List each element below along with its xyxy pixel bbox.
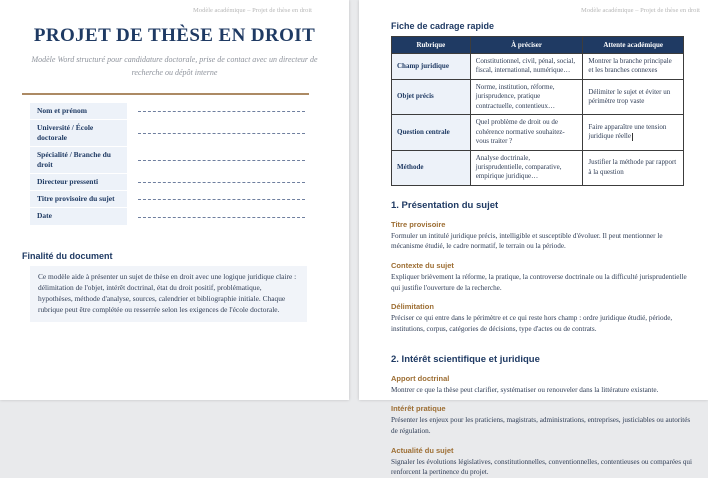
table-row: [392, 79, 684, 114]
column-header-a-preciser: À préciser: [470, 37, 583, 54]
table-cell-a-preciser: Norme, institution, réforme, jurisprudence, pratique contractuelle, contentieux…: [470, 79, 583, 114]
body-paragraph: Signaler les évolutions législatives, constitutionnelles, conventionnelles, contentieuses ou comparées qui renforcent la pertinence du projet.: [391, 457, 693, 477]
sub-heading: Contexte du sujet: [391, 261, 454, 271]
table-cell-attente: Montrer la branche principale et les branches connexes: [583, 54, 684, 80]
table-cell-attente[interactable]: [583, 115, 684, 150]
fill-in-line: [138, 111, 305, 112]
table-row: [392, 150, 684, 185]
section-presentation: [391, 200, 693, 335]
sub-heading: Délimitation: [391, 302, 434, 312]
form-field-label: Université / École doctorale: [30, 120, 127, 146]
form-field-input[interactable]: [138, 191, 305, 207]
document-title: PROJET DE THÈSE EN DROIT: [33, 25, 316, 46]
table-cell-attente: Délimiter le sujet et éviter un périmètre trop vaste: [583, 79, 684, 114]
form-field-label: Directeur pressenti: [30, 174, 127, 190]
finalite-note-box: Ce modèle aide à présenter un sujet de thèse en droit avec une logique juridique claire : délimitation de l'objet, intérêt doctrinal, état du droit positif, problématique, hypothèses, méthode d'analyse, sources, calendrier et bibliographie initiale. Chaque rubrique peut être complétée ou resserrée selon les exigences de l'école doctorale.: [30, 266, 307, 322]
sub-heading: Titre provisoire: [391, 219, 446, 229]
column-header-rubrique: Rubrique: [392, 37, 471, 54]
table-cell-a-preciser: Constitutionnel, civil, pénal, social, fiscal, international, numérique…: [470, 54, 583, 80]
section-heading: 1. Présentation du sujet: [391, 199, 499, 211]
form-field-label: Titre provisoire du sujet: [30, 191, 127, 207]
form-row: [30, 174, 305, 190]
form-row: [30, 103, 305, 119]
fill-in-line: [138, 160, 305, 161]
table-cell-attente: Justifier la méthode par rapport à la question: [583, 150, 684, 185]
table-cell-a-preciser: Analyse doctrinale, jurisprudentielle, comparative, empirique juridique…: [470, 150, 583, 185]
fill-in-line: [138, 217, 305, 218]
table-header-row: [392, 37, 684, 54]
document-page-2: [359, 0, 708, 477]
form-field-label: Date: [30, 208, 127, 224]
body-paragraph: Présenter les enjeux pour les praticiens, magistrats, administrations, entreprises, justiciables ou autorités de régulation.: [391, 416, 691, 436]
form-field-label: Nom et prénom: [30, 103, 127, 119]
table-row: [392, 54, 684, 80]
document-page-1: [0, 0, 349, 400]
finalite-heading: Finalité du document: [22, 250, 113, 261]
fill-in-line: [138, 182, 305, 183]
form-field-input[interactable]: [138, 208, 305, 224]
page-2-content: [391, 0, 693, 478]
body-paragraph: Expliquer brièvement la réforme, la pratique, la controverse doctrinale ou la difficulté jurisprudentielle qui justifie l'ouverture de la recherche.: [391, 273, 687, 292]
table-cell-rubrique: Méthode: [392, 150, 471, 185]
form-row: [30, 191, 305, 207]
sub-heading: Intérêt pratique: [391, 404, 446, 414]
section-heading: 2. Intérêt scientifique et juridique: [391, 353, 540, 365]
form-row: [30, 147, 305, 173]
column-header-attente: Attente académique: [583, 37, 684, 54]
text-cursor: [632, 133, 633, 141]
sub-heading: Apport doctrinal: [391, 373, 450, 383]
cadrage-table: [391, 36, 684, 186]
identity-form: [30, 103, 305, 225]
form-field-input[interactable]: [138, 103, 305, 119]
form-field-label: Spécialité / Branche du droit: [30, 147, 127, 173]
form-field-input[interactable]: [138, 120, 305, 146]
body-paragraph: Formuler un intitulé juridique précis, intelligible et susceptible d'évoluer. Il peut mentionner le mécanisme étudié, le cadre normatif, le terrain ou la période.: [391, 231, 663, 251]
horizontal-rule: [22, 93, 309, 95]
table-row: [392, 115, 684, 150]
form-field-input[interactable]: [138, 174, 305, 190]
body-paragraph: Préciser ce qui entre dans le périmètre et ce qui reste hors champ : ordre juridique étudié, période, institutions, corpus, catégories de décisions, type d'actes ou de contrats.: [391, 314, 673, 334]
table-cell-a-preciser: Quel problème de droit ou de cohérence normative souhaitez-vous traiter ?: [470, 115, 583, 150]
running-header: Modèle académique – Projet de thèse en droit: [193, 7, 312, 14]
fill-in-line: [138, 133, 305, 134]
table-cell-text: Faire apparaître une tension juridique réelle: [588, 122, 667, 141]
form-field-input[interactable]: [138, 147, 305, 173]
cadrage-table-heading: Fiche de cadrage rapide: [391, 21, 495, 31]
running-header: Modèle académique – Projet de thèse en droit: [581, 7, 700, 14]
fill-in-line: [138, 199, 305, 200]
table-cell-rubrique: Objet précis: [392, 79, 471, 114]
body-paragraph: Montrer ce que la thèse peut clarifier, systématiser ou renouveler dans la littérature existante.: [391, 385, 659, 394]
section-interet: [391, 354, 693, 478]
form-row: [30, 120, 305, 146]
sub-heading: Actualité du sujet: [391, 445, 454, 455]
form-row: [30, 208, 305, 224]
table-cell-rubrique: Question centrale: [392, 115, 471, 150]
document-subtitle: Modèle Word structuré pour candidature doctorale, prise de contact avec un directeur de recherche ou dépôt interne: [31, 55, 318, 77]
table-cell-rubrique: Champ juridique: [392, 54, 471, 80]
